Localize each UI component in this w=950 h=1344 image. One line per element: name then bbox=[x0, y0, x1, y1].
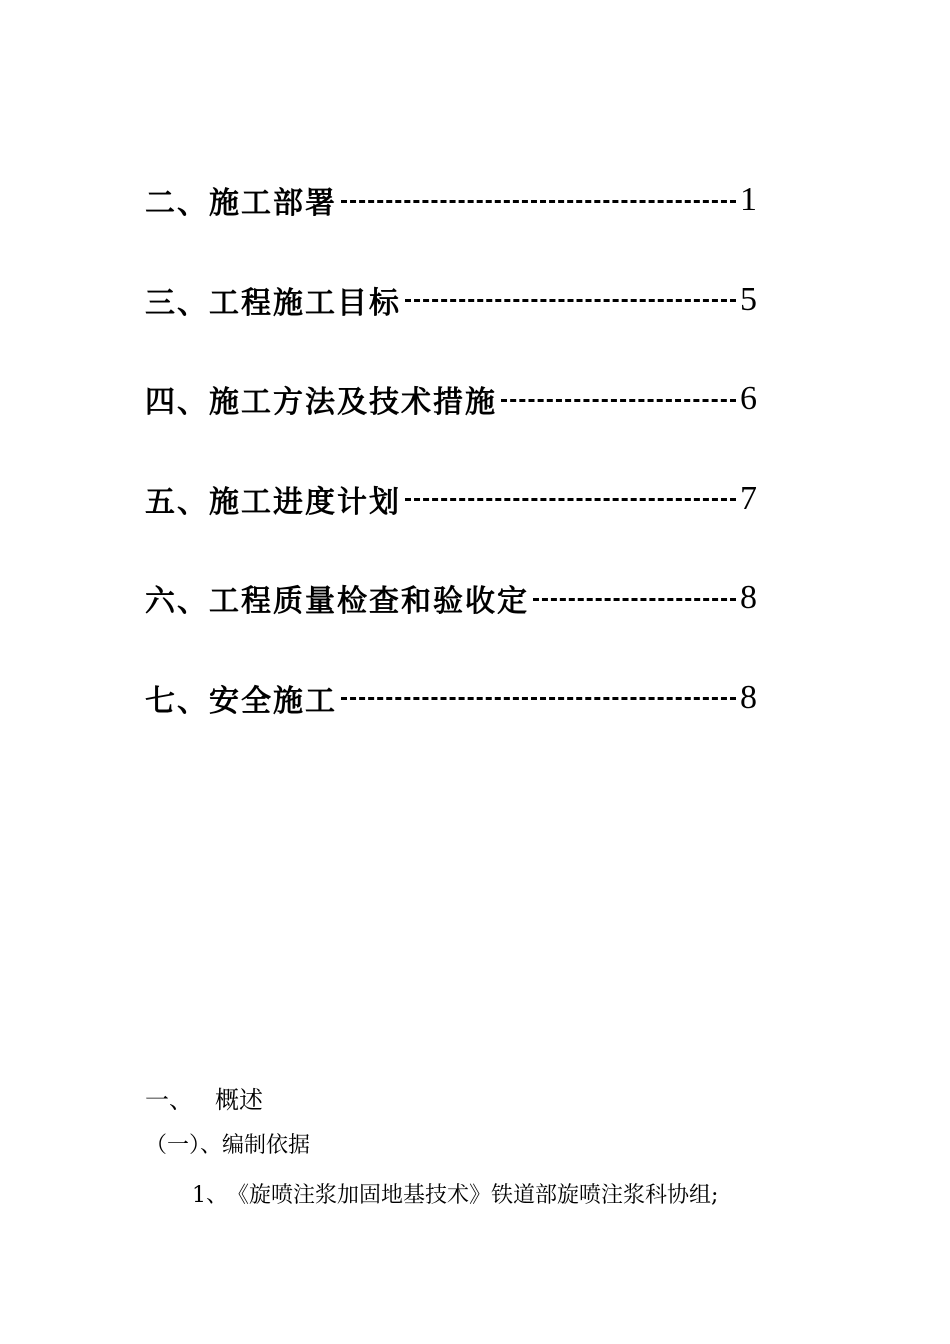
body-paragraph bbox=[192, 1178, 718, 1209]
toc-dot-leader bbox=[341, 697, 736, 700]
toc-page-number: 1 bbox=[740, 181, 757, 218]
toc-entry[interactable] bbox=[145, 471, 757, 527]
paragraph-text: 《旋喷注浆加固地基技术》铁道部旋喷注浆科协组; bbox=[238, 1183, 719, 1208]
toc-entry-title: 二、施工部署 bbox=[145, 186, 337, 221]
toc-page-number: 7 bbox=[740, 479, 757, 517]
section-number: 一、 bbox=[145, 1086, 193, 1114]
toc-entry[interactable] bbox=[145, 570, 757, 626]
toc-page-number: 8 bbox=[740, 678, 757, 716]
toc-entry-title: 六、工程质量检查和验收定 bbox=[145, 584, 529, 619]
toc-entry[interactable] bbox=[145, 172, 757, 228]
toc-page-number: 8 bbox=[740, 579, 757, 616]
table-of-contents bbox=[145, 172, 757, 769]
list-number: 1、 bbox=[192, 1183, 228, 1208]
subsection-heading: （一）、编制依据 bbox=[145, 1133, 311, 1158]
toc-entry[interactable] bbox=[145, 371, 757, 427]
toc-dot-leader bbox=[533, 598, 736, 601]
toc-entry-title: 七、安全施工 bbox=[145, 683, 337, 719]
toc-dot-leader bbox=[405, 299, 736, 302]
toc-page-number: 6 bbox=[740, 380, 757, 417]
toc-entry[interactable] bbox=[145, 670, 757, 726]
toc-dot-leader bbox=[501, 399, 736, 402]
toc-page-number: 5 bbox=[740, 280, 757, 318]
toc-entry[interactable] bbox=[145, 272, 757, 328]
toc-dot-leader bbox=[405, 498, 736, 501]
toc-entry-title: 四、施工方法及技术措施 bbox=[145, 385, 497, 420]
section-heading bbox=[145, 1080, 263, 1115]
section-title: 概述 bbox=[215, 1086, 263, 1114]
toc-dot-leader bbox=[341, 200, 736, 203]
toc-entry-title: 五、施工进度计划 bbox=[145, 484, 401, 520]
toc-entry-title: 三、工程施工目标 bbox=[145, 285, 401, 321]
